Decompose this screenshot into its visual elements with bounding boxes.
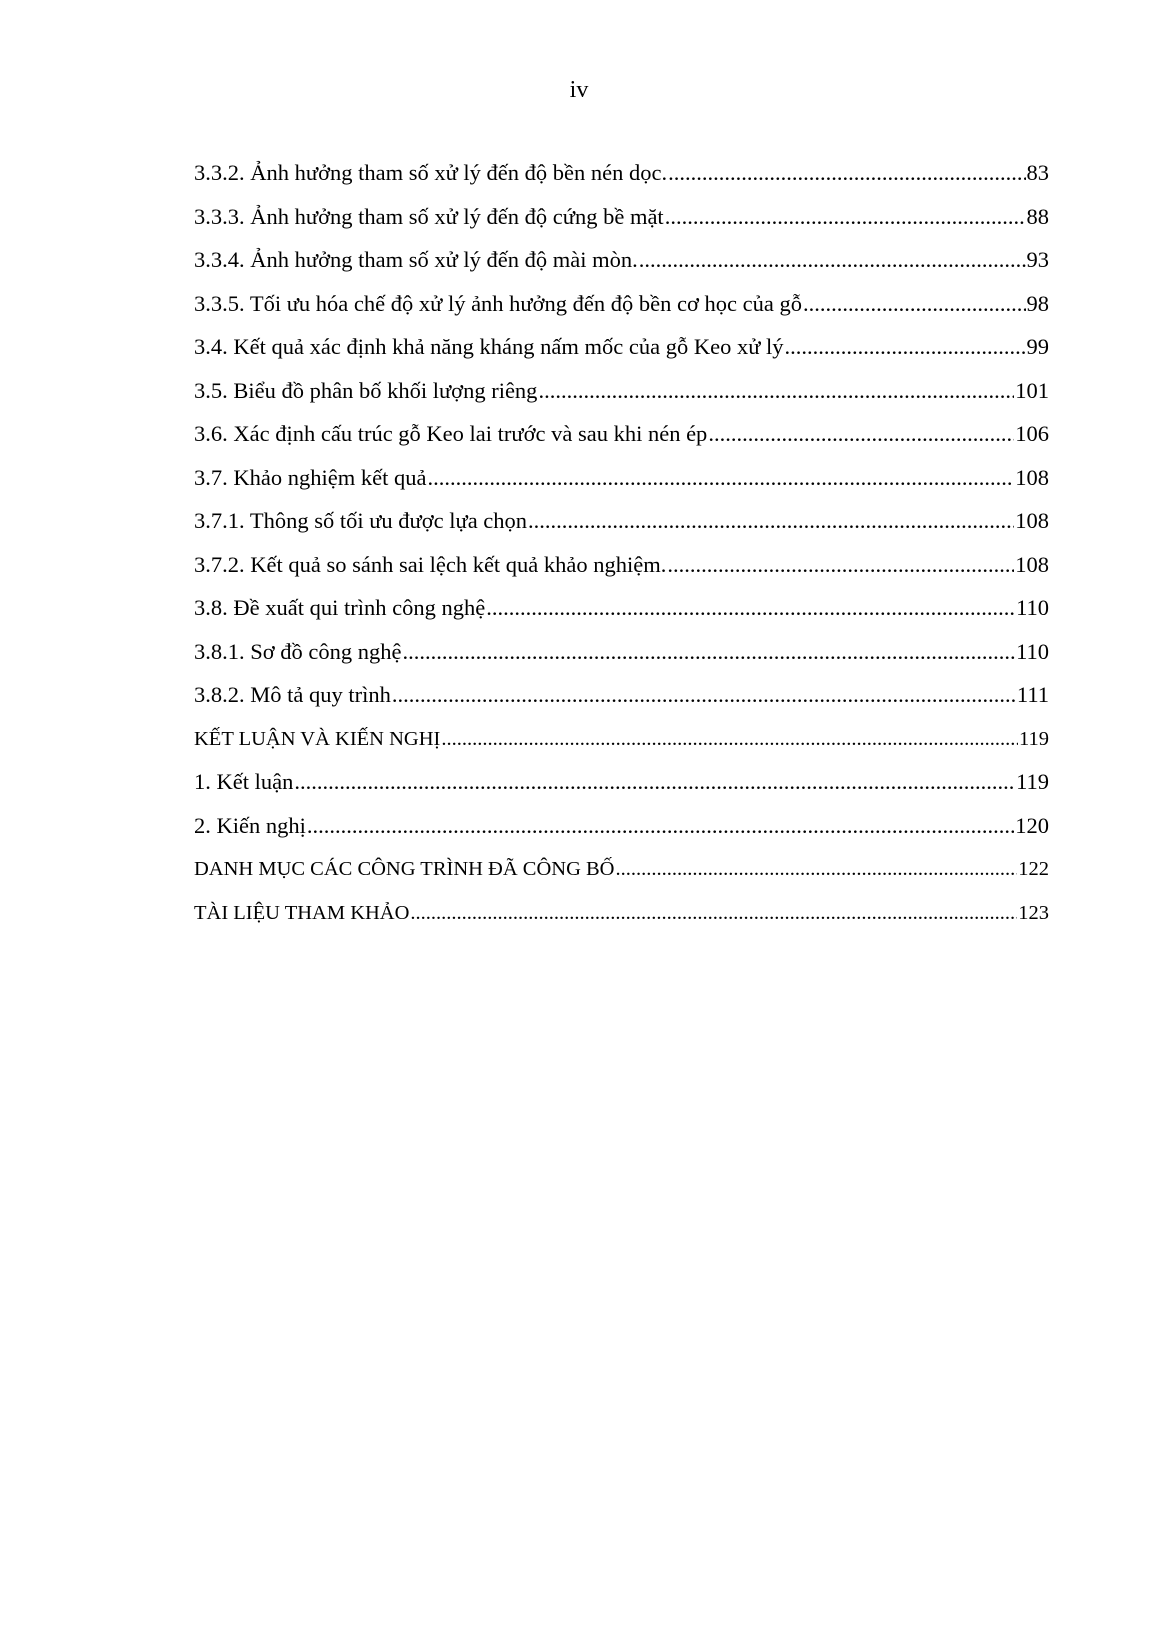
table-of-contents	[194, 158, 1049, 941]
toc-entry[interactable]	[194, 158, 1049, 202]
toc-dot-leader	[410, 898, 1017, 928]
toc-entry[interactable]	[194, 202, 1049, 246]
toc-entry-page: 108	[1015, 464, 1049, 490]
toc-dot-leader	[668, 158, 1025, 188]
toc-entry[interactable]	[194, 898, 1049, 942]
toc-entry-page: 99	[1026, 334, 1049, 359]
toc-entry-title: 3.3.5. Tối ưu hóa chế độ xử lý ảnh hưởng đến độ bền cơ học của gỗ	[194, 290, 802, 316]
toc-dot-leader	[785, 332, 1026, 362]
toc-entry-page: 110	[1016, 638, 1049, 664]
toc-entry-page: 98	[1026, 290, 1049, 316]
toc-entry-title: 3.3.3. Ảnh hưởng tham số xử lý đến độ cứng bề mặt	[194, 203, 664, 229]
toc-entry-title: 2. Kiến nghị	[194, 812, 306, 838]
toc-entry[interactable]	[194, 419, 1049, 463]
toc-entry-title: 3.7.2. Kết quả so sánh sai lệch kết quả khảo nghiệm.	[194, 551, 667, 577]
toc-dot-leader	[486, 593, 1015, 623]
toc-entry-page: 122	[1018, 858, 1049, 880]
toc-entry-page: 120	[1015, 812, 1049, 838]
toc-entry-page: 110	[1016, 595, 1049, 620]
toc-entry-title: KẾT LUẬN VÀ KIẾN NGHỊ	[194, 727, 441, 750]
toc-entry[interactable]	[194, 811, 1049, 855]
toc-entry[interactable]	[194, 332, 1049, 376]
toc-entry-title: 3.7. Khảo nghiệm kết quả	[194, 464, 427, 490]
toc-entry[interactable]	[194, 593, 1049, 637]
toc-entry-title: DANH MỤC CÁC CÔNG TRÌNH ĐÃ CÔNG BỐ	[194, 858, 615, 880]
toc-entry-page: 108	[1015, 508, 1049, 533]
toc-entry[interactable]	[194, 463, 1049, 507]
toc-entry-title: 3.6. Xác định cấu trúc gỗ Keo lai trước và sau khi nén ép	[194, 421, 708, 446]
toc-entry-title: 3.8.2. Mô tả quy trình	[194, 682, 391, 707]
toc-entry[interactable]	[194, 854, 1049, 898]
toc-dot-leader	[294, 767, 1015, 797]
toc-entry[interactable]	[194, 680, 1049, 724]
toc-entry-title: 3.3.2. Ảnh hưởng tham số xử lý đến độ bền nén dọc.	[194, 160, 668, 185]
toc-entry-title: 3.4. Kết quả xác định khả năng kháng nấm mốc của gỗ Keo xử lý	[194, 334, 784, 359]
toc-entry-page: 106	[1015, 421, 1049, 446]
toc-entry[interactable]	[194, 245, 1049, 289]
toc-entry[interactable]	[194, 724, 1049, 768]
toc-entry-title: 3.5. Biểu đồ phân bố khối lượng riêng	[194, 377, 538, 403]
toc-entry[interactable]	[194, 289, 1049, 333]
toc-entry-title: 3.3.4. Ảnh hưởng tham số xử lý đến độ mài mòn.	[194, 247, 638, 272]
toc-dot-leader	[665, 202, 1026, 232]
toc-entry-page: 88	[1026, 203, 1049, 229]
toc-entry[interactable]	[194, 506, 1049, 550]
toc-dot-leader	[538, 376, 1014, 406]
toc-dot-leader	[667, 550, 1014, 580]
toc-entry[interactable]	[194, 767, 1049, 811]
toc-entry-page: 119	[1019, 727, 1049, 750]
toc-dot-leader	[615, 854, 1017, 884]
toc-dot-leader	[441, 724, 1018, 754]
toc-dot-leader	[708, 419, 1014, 449]
toc-dot-leader	[307, 811, 1014, 841]
toc-entry[interactable]	[194, 637, 1049, 681]
toc-dot-leader	[639, 245, 1026, 275]
toc-dot-leader	[427, 463, 1014, 493]
toc-entry-page: 119	[1016, 769, 1049, 794]
toc-entry-page: 111	[1016, 682, 1049, 707]
toc-entry[interactable]	[194, 550, 1049, 594]
toc-entry[interactable]	[194, 376, 1049, 420]
toc-entry-title: 3.7.1. Thông số tối ưu được lựa chọn	[194, 508, 528, 533]
toc-entry-page: 93	[1026, 247, 1049, 272]
toc-entry-page: 83	[1026, 160, 1049, 185]
toc-dot-leader	[803, 289, 1026, 319]
toc-dot-leader	[528, 506, 1014, 536]
toc-entry-page: 101	[1015, 377, 1049, 403]
toc-entry-page: 123	[1018, 901, 1049, 924]
toc-dot-leader	[392, 680, 1016, 710]
toc-dot-leader	[403, 637, 1016, 667]
toc-entry-title: TÀI LIỆU THAM KHẢO	[194, 901, 410, 924]
toc-entry-page: 108	[1015, 551, 1049, 577]
toc-entry-title: 3.8.1. Sơ đồ công nghệ	[194, 638, 402, 664]
toc-entry-title: 1. Kết luận	[194, 769, 294, 794]
page-number: iv	[569, 77, 589, 103]
toc-entry-title: 3.8. Đề xuất qui trình công nghệ	[194, 595, 486, 620]
